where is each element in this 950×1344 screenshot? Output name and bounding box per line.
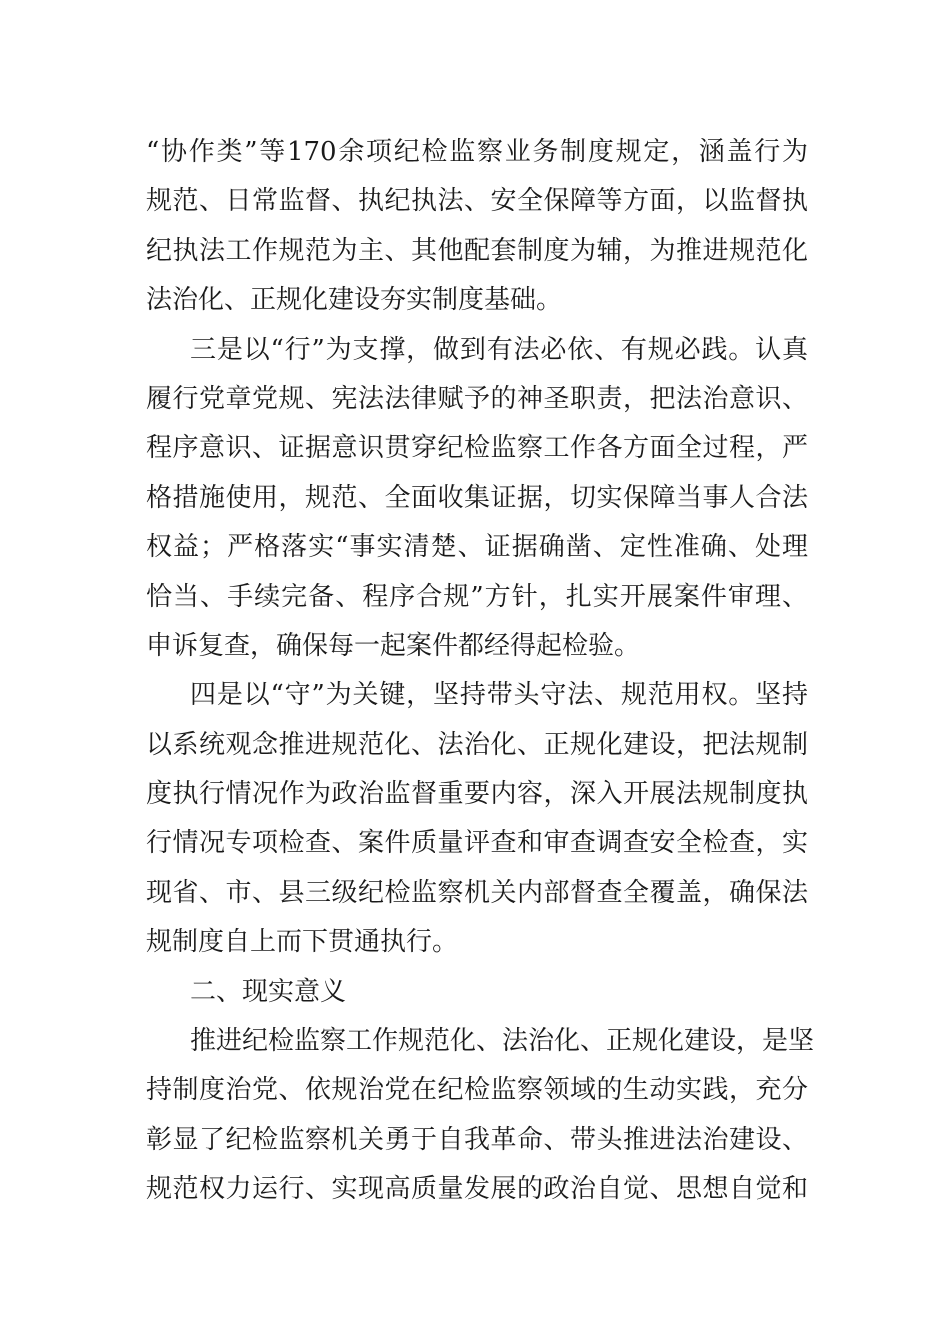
text-line: 行情况专项检查、案件质量评查和审查调查安全检查，实: [146, 828, 808, 859]
text-line: 恰当、手续完备、程序合规”方针，扎实开展案件审理、: [146, 581, 808, 612]
section-heading-text: 二、现实意义: [190, 976, 347, 1007]
text-line: 申诉复查，确保每一起案件都经得起检验。: [146, 630, 641, 661]
text-line: 法治化、正规化建设夯实制度基础。: [146, 285, 563, 316]
text-line: 持制度治党、依规治党在纪检监察领域的生动实践，充分: [146, 1075, 808, 1106]
text-line: 以系统观念推进规范化、法治化、正规化建设，把法规制: [146, 729, 808, 760]
text-line: 格措施使用，规范、全面收集证据，切实保障当事人合法: [146, 482, 808, 513]
text-line: 四是以“守”为关键，坚持带头守法、规范用权。坚持: [190, 680, 808, 711]
text-line: 权益；严格落实“事实清楚、证据确凿、定性准确、处理: [146, 532, 808, 563]
document-body: [146, 128, 815, 1215]
text-line: 规制度自上而下贯通执行。: [146, 927, 459, 958]
text-line: 推进纪检监察工作规范化、法治化、正规化建设，是坚: [190, 1026, 815, 1057]
text-line: 履行党章党规、宪法法律赋予的神圣职责，把法治意识、: [146, 383, 808, 414]
text-line: 度执行情况作为政治监督重要内容，深入开展法规制度执: [146, 779, 808, 810]
text-line: 规范权力运行、实现高质量发展的政治自觉、思想自觉和: [146, 1174, 808, 1205]
text-line: “协作类”等170余项纪检监察业务制度规定，涵盖行为: [146, 137, 808, 167]
paragraph: [146, 128, 808, 326]
text-line: 三是以“行”为支撑，做到有法必依、有规必践。认真: [190, 334, 808, 365]
text-line: 彰显了纪检监察机关勇于自我革命、带头推进法治建设、: [146, 1124, 808, 1155]
text-line: 规范、日常监督、执纪执法、安全保障等方面，以监督执: [146, 186, 808, 217]
section-heading: [146, 968, 808, 1017]
paragraph: [146, 326, 808, 672]
text-line: 纪执法工作规范为主、其他配套制度为辅，为推进规范化: [146, 235, 808, 266]
text-line: 现省、市、县三级纪检监察机关内部督查全覆盖，确保法: [146, 877, 808, 908]
paragraph: [146, 671, 808, 967]
paragraph: [146, 1017, 815, 1215]
text-line: 程序意识、证据意识贯穿纪检监察工作各方面全过程，严: [146, 433, 808, 464]
